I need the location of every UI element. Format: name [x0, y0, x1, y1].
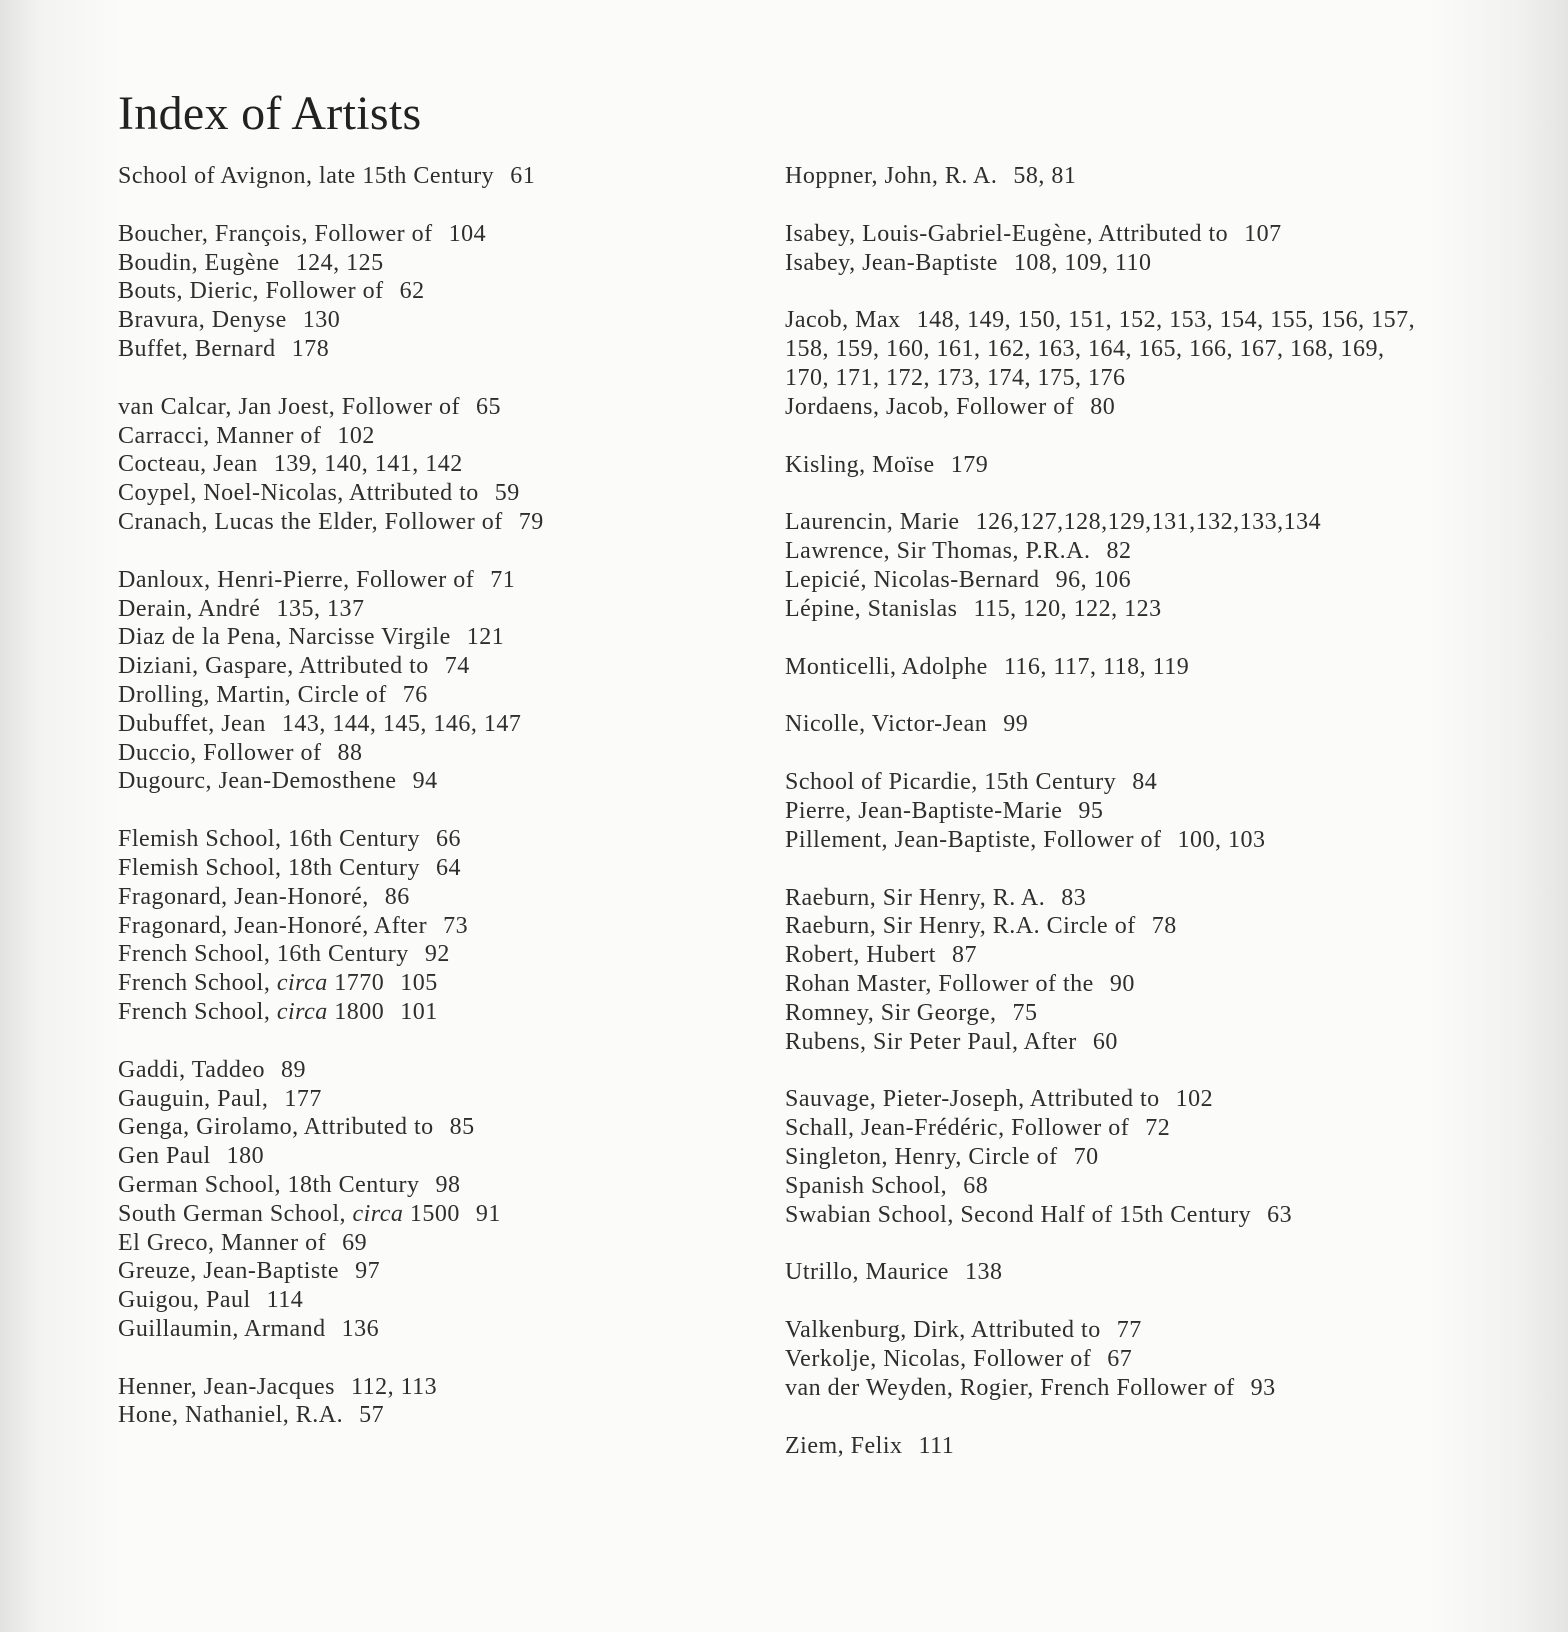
page-numbers: 98 — [435, 1171, 461, 1198]
index-entry — [785, 884, 1425, 913]
letter-group — [118, 220, 798, 364]
artist-name: Guillaumin, Armand — [118, 1315, 326, 1342]
page-numbers: 112, 113 — [350, 1373, 438, 1400]
artist-name: Isabey, Louis-Gabriel-Eugène, Attributed to — [785, 220, 1229, 247]
artist-name: Bravura, Denyse — [118, 307, 287, 334]
page-numbers: 87 — [951, 942, 977, 969]
index-entry — [785, 768, 1425, 797]
page-numbers: 66 — [436, 826, 461, 853]
letter-group — [785, 1316, 1465, 1402]
index-entry — [785, 537, 1425, 566]
page-numbers: 104 — [448, 220, 487, 247]
index-entry — [118, 1229, 798, 1258]
artist-name: Lawrence, Sir Thomas, P.R.A. — [785, 538, 1091, 565]
artist-name: Schall, Jean-Frédéric, Follower of — [785, 1115, 1130, 1142]
page-numbers: 138 — [964, 1259, 1003, 1286]
page-numbers: 102 — [1175, 1086, 1214, 1113]
artist-name: Boucher, François, Follower of — [118, 220, 433, 247]
page-numbers: 60 — [1092, 1028, 1118, 1055]
index-column-left — [118, 162, 798, 1459]
artist-name: Danloux, Henri-Pierre, Follower of — [118, 566, 475, 593]
page-numbers: 80 — [1090, 393, 1116, 420]
index-entry — [785, 970, 1425, 999]
artist-name: French School, circa 1770 — [118, 970, 385, 997]
index-entry — [118, 1085, 798, 1114]
page-numbers: 179 — [950, 451, 989, 478]
page-numbers: 116, 117, 118, 119 — [1003, 653, 1190, 680]
letter-group — [785, 653, 1465, 682]
artist-name: Gaddi, Taddeo — [118, 1056, 266, 1083]
artist-name: Raeburn, Sir Henry, R.A. Circle of — [785, 913, 1136, 940]
page-numbers: 139, 140, 141, 142 — [273, 451, 463, 478]
page-numbers: 78 — [1151, 913, 1177, 940]
index-entry — [118, 508, 798, 537]
circa-italic: circa — [276, 970, 328, 997]
artist-name: Monticelli, Adolphe — [785, 653, 988, 680]
artist-name: Hoppner, John, R. A. — [785, 163, 998, 189]
page-numbers: 73 — [443, 912, 469, 939]
letter-group — [785, 1085, 1465, 1229]
page-numbers: 67 — [1107, 1345, 1133, 1372]
page-numbers: 100, 103 — [1177, 826, 1266, 853]
page-numbers: 64 — [436, 854, 461, 881]
page-numbers: 59 — [494, 480, 520, 507]
artist-name: Fragonard, Jean-Honoré, — [118, 883, 369, 910]
artist-name: Flemish School, 16th Century — [118, 826, 420, 853]
artist-name: Romney, Sir George, — [785, 999, 997, 1026]
page-numbers: 88 — [337, 739, 363, 766]
artist-name: Swabian School, Second Half of 15th Century — [785, 1201, 1252, 1228]
page-numbers: 124, 125 — [295, 249, 384, 276]
page-numbers: 86 — [384, 883, 410, 910]
artist-name: Hone, Nathaniel, R.A. — [118, 1402, 344, 1429]
artist-name: van der Weyden, Rogier, French Follower of — [785, 1374, 1235, 1401]
index-entry — [785, 566, 1425, 595]
artist-name: Nicolle, Victor-Jean — [785, 711, 988, 738]
letter-group — [785, 884, 1465, 1057]
page-numbers: 74 — [444, 653, 470, 680]
index-entry — [785, 1143, 1425, 1172]
letter-group — [118, 162, 798, 191]
artist-name: Cocteau, Jean — [118, 451, 258, 478]
index-entry — [118, 450, 798, 479]
index-entry — [785, 393, 1425, 422]
page-numbers: 143, 144, 145, 146, 147 — [281, 710, 522, 737]
index-entry — [785, 1374, 1425, 1403]
letter-group — [118, 825, 798, 1027]
page-numbers: 75 — [1012, 999, 1038, 1026]
index-entry — [118, 306, 798, 335]
artist-name: Gauguin, Paul, — [118, 1085, 269, 1112]
index-entry — [118, 969, 798, 998]
artist-name: Bouts, Dieric, Follower of — [118, 278, 384, 305]
page-numbers: 92 — [424, 941, 450, 968]
circa-italic: circa — [276, 998, 328, 1025]
artist-name: French School, 16th Century — [118, 941, 409, 968]
artist-name: Dubuffet, Jean — [118, 710, 266, 737]
page-numbers: 83 — [1061, 884, 1087, 911]
index-entry — [118, 335, 798, 364]
letter-group — [785, 306, 1465, 421]
index-entry — [118, 739, 798, 768]
index-entry — [118, 1401, 798, 1430]
page-numbers: 126,127,128,129,131,132,133,134 — [975, 509, 1322, 536]
page-numbers: 72 — [1145, 1115, 1171, 1142]
artist-name: Rubens, Sir Peter Paul, After — [785, 1028, 1077, 1055]
index-entry — [785, 595, 1425, 624]
index-entry — [118, 1315, 798, 1344]
letter-group — [785, 162, 1465, 191]
artist-name: Genga, Girolamo, Attributed to — [118, 1114, 434, 1141]
index-entry — [118, 1056, 798, 1085]
index-entry — [785, 941, 1425, 970]
artist-name: Duccio, Follower of — [118, 739, 322, 766]
index-entry — [118, 1142, 798, 1171]
index-entry — [785, 508, 1425, 537]
page-numbers: 82 — [1106, 538, 1132, 565]
page-numbers: 94 — [412, 768, 438, 795]
letter-group — [785, 508, 1465, 623]
artist-name: Carracci, Manner of — [118, 422, 322, 449]
index-entry — [118, 652, 798, 681]
page-numbers: 135, 137 — [276, 595, 365, 622]
letter-group — [118, 1373, 798, 1431]
letter-group — [785, 451, 1465, 480]
index-entry — [785, 1316, 1425, 1345]
index-entry — [118, 767, 798, 796]
artist-name: Utrillo, Maurice — [785, 1259, 949, 1286]
artist-name: School of Picardie, 15th Century — [785, 769, 1117, 796]
page-numbers: 97 — [355, 1258, 381, 1285]
letter-group — [118, 1056, 798, 1344]
page-numbers: 105 — [400, 970, 438, 997]
index-entry — [118, 998, 798, 1027]
page-numbers: 58, 81 — [1013, 163, 1077, 189]
index-entry — [118, 220, 798, 249]
page-numbers: 178 — [291, 335, 330, 362]
letter-group — [785, 768, 1465, 854]
letter-group — [785, 1432, 1465, 1461]
page-numbers: 71 — [490, 566, 516, 593]
artist-name: German School, 18th Century — [118, 1171, 420, 1198]
page-numbers: 115, 120, 122, 123 — [973, 595, 1162, 622]
letter-group — [118, 566, 798, 796]
artist-name: van Calcar, Jan Joest, Follower of — [118, 393, 460, 420]
artist-name: Jacob, Max — [785, 307, 901, 334]
page-numbers: 121 — [466, 624, 505, 651]
artist-name: Diaz de la Pena, Narcisse Virgile — [118, 624, 451, 651]
page-numbers: 96, 106 — [1055, 566, 1132, 593]
index-entry — [785, 220, 1425, 249]
index-entry — [785, 710, 1425, 739]
page-numbers: 107 — [1244, 220, 1282, 247]
page-numbers: 89 — [281, 1056, 307, 1083]
page-numbers: 85 — [449, 1114, 475, 1141]
index-entry — [785, 826, 1425, 855]
index-entry — [785, 653, 1425, 682]
page-numbers: 102 — [337, 422, 375, 449]
letter-group — [785, 1258, 1465, 1287]
index-entry — [785, 162, 1425, 191]
artist-name: Singleton, Henry, Circle of — [785, 1143, 1058, 1170]
index-entry — [785, 451, 1425, 480]
artist-name: Cranach, Lucas the Elder, Follower of — [118, 508, 503, 535]
artist-name: Spanish School, — [785, 1172, 948, 1199]
letter-group — [785, 220, 1465, 278]
page-numbers: 65 — [475, 393, 501, 420]
artist-name: Pierre, Jean-Baptiste-Marie — [785, 797, 1063, 824]
page-numbers: 63 — [1267, 1201, 1293, 1228]
index-entry — [118, 681, 798, 710]
artist-name: Guigou, Paul — [118, 1287, 251, 1314]
index-entry — [785, 1258, 1425, 1287]
page-numbers: 114 — [266, 1287, 304, 1314]
page-numbers: 91 — [475, 1200, 501, 1227]
page-numbers: 57 — [359, 1402, 385, 1429]
index-entry — [118, 710, 798, 739]
index-entry — [118, 825, 798, 854]
index-entry — [118, 854, 798, 883]
page-numbers: 90 — [1109, 970, 1135, 997]
page-numbers: 77 — [1116, 1317, 1142, 1344]
index-entry — [118, 393, 798, 422]
artist-name: Kisling, Moïse — [785, 451, 935, 478]
index-entry — [785, 1345, 1425, 1374]
artist-name: Dugourc, Jean-Demosthene — [118, 768, 397, 795]
artist-name: Lepicié, Nicolas-Bernard — [785, 566, 1040, 593]
page-numbers: 68 — [963, 1172, 989, 1199]
index-entry — [785, 249, 1425, 278]
index-entry — [785, 1085, 1425, 1114]
page-numbers: 130 — [302, 307, 341, 334]
index-entry — [118, 1171, 798, 1200]
artist-name: Henner, Jean-Jacques — [118, 1373, 335, 1400]
page-numbers: 62 — [399, 278, 425, 305]
artist-name: South German School, circa 1500 — [118, 1200, 460, 1227]
index-entry — [785, 1432, 1425, 1461]
artist-name: Drolling, Martin, Circle of — [118, 681, 387, 708]
page-numbers: 69 — [342, 1229, 368, 1256]
artist-name: El Greco, Manner of — [118, 1229, 327, 1256]
index-entry — [118, 912, 798, 941]
artist-name: Boudin, Eugène — [118, 249, 280, 276]
page-numbers: 108, 109, 110 — [1013, 249, 1152, 276]
page-numbers: 79 — [518, 508, 544, 535]
artist-name: Jordaens, Jacob, Follower of — [785, 393, 1075, 420]
letter-group — [118, 393, 798, 537]
index-entry — [785, 1172, 1425, 1201]
page-numbers: 101 — [400, 998, 438, 1025]
page-numbers: 70 — [1073, 1143, 1099, 1170]
index-entry — [118, 249, 798, 278]
index-entry — [118, 1200, 798, 1229]
index-entry — [118, 1286, 798, 1315]
index-entry — [118, 1373, 798, 1402]
index-entry — [785, 1028, 1425, 1057]
artist-name: Raeburn, Sir Henry, R. A. — [785, 884, 1046, 911]
index-entry — [785, 1114, 1425, 1143]
index-entry — [118, 940, 798, 969]
artist-name: Robert, Hubert — [785, 942, 936, 969]
artist-name: Isabey, Jean-Baptiste — [785, 249, 998, 276]
index-entry — [785, 306, 1425, 392]
artist-name: Gen Paul — [118, 1143, 211, 1170]
artist-name: Diziani, Gaspare, Attributed to — [118, 653, 429, 680]
index-entry — [785, 999, 1425, 1028]
artist-name: Greuze, Jean-Baptiste — [118, 1258, 340, 1285]
artist-name: Ziem, Felix — [785, 1432, 903, 1459]
page-numbers: 136 — [341, 1315, 380, 1342]
artist-name: Coypel, Noel-Nicolas, Attributed to — [118, 480, 479, 507]
artist-name: School of Avignon, late 15th Century — [118, 163, 495, 189]
index-entry — [118, 566, 798, 595]
index-entry — [118, 883, 798, 912]
artist-name: Flemish School, 18th Century — [118, 854, 420, 881]
index-entry — [118, 623, 798, 652]
page-numbers: 95 — [1078, 797, 1104, 824]
index-entry — [785, 912, 1425, 941]
artist-name: Pillement, Jean-Baptiste, Follower of — [785, 826, 1162, 853]
page-numbers: 93 — [1250, 1374, 1276, 1401]
artist-name: Valkenburg, Dirk, Attributed to — [785, 1317, 1101, 1344]
index-entry — [118, 162, 798, 191]
artist-name: Rohan Master, Follower of the — [785, 970, 1094, 997]
artist-name: Sauvage, Pieter-Joseph, Attributed to — [785, 1086, 1160, 1113]
index-column-right — [785, 162, 1465, 1489]
page-numbers: 148, 149, 150, 151, 152, 153, 154, 155, 156, 157, 158, 159, 160, 161, 162, 163, 164, 165, 166, 167, 168, 169, 170, 171, 172, 173, 174, 175, 176 — [785, 307, 1416, 391]
artist-name: Verkolje, Nicolas, Follower of — [785, 1345, 1092, 1372]
index-entry — [118, 422, 798, 451]
page-numbers: 180 — [226, 1143, 265, 1170]
page-title: Index of Artists — [118, 87, 422, 140]
circa-italic: circa — [352, 1200, 404, 1227]
artist-name: Buffet, Bernard — [118, 335, 276, 362]
artist-name: Fragonard, Jean-Honoré, After — [118, 912, 428, 939]
index-entry — [785, 797, 1425, 826]
artist-name: French School, circa 1800 — [118, 998, 385, 1025]
page-numbers: 111 — [918, 1432, 955, 1459]
page-numbers: 76 — [402, 681, 428, 708]
page-numbers: 177 — [284, 1085, 322, 1112]
index-entry — [785, 1201, 1425, 1230]
page-numbers: 99 — [1003, 711, 1029, 738]
page-numbers: 84 — [1132, 769, 1158, 796]
page-numbers: 61 — [510, 163, 536, 189]
letter-group — [785, 710, 1465, 739]
artist-name: Laurencin, Marie — [785, 509, 960, 536]
index-entry — [118, 1113, 798, 1142]
index-entry — [118, 1257, 798, 1286]
index-entry — [118, 595, 798, 624]
index-entry — [118, 277, 798, 306]
artist-name: Lépine, Stanislas — [785, 595, 958, 622]
artist-name: Derain, André — [118, 595, 261, 622]
index-entry — [118, 479, 798, 508]
